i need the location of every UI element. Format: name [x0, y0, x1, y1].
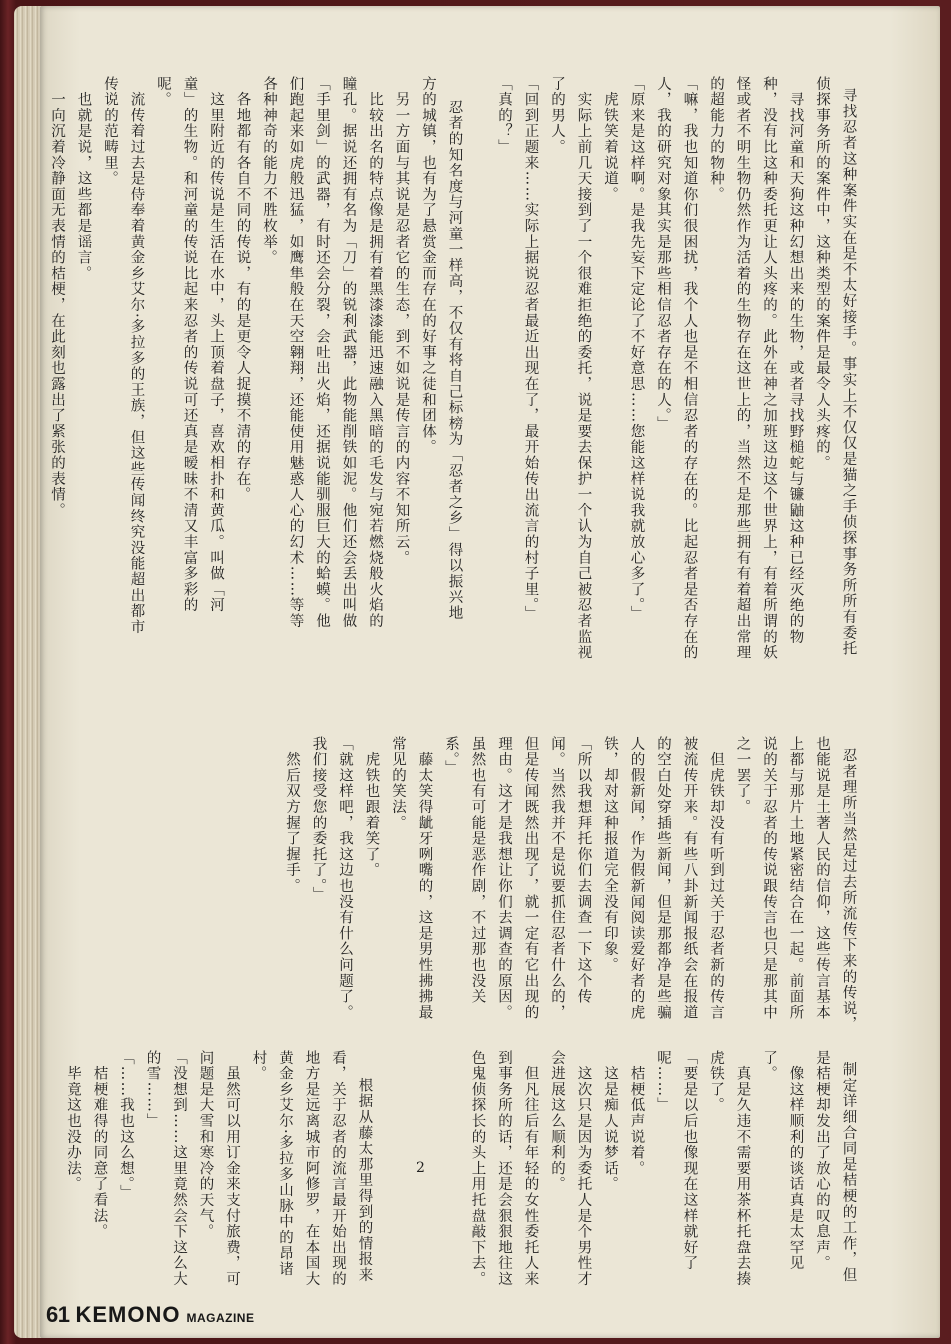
column-text: 制定详细合同是桔梗的工作，但是桔梗却发出了放心的叹息声。 像这样顺利的谈话真是太罕见了。 真是久违不需要用茶杯托盘去揍虎铁了。 「要是以后也像现在这样就好了呢……」 桔梗低声说着。 这是痴人说梦话。 这次只是因为委托人是个男性才会进展这么顺利的。 但凡往后有年轻的女性委托人来到事务所的话，还是会狠狠地往这色鬼侦探长的头上用托盘敲下去。 [469, 1050, 857, 1287]
magazine-title: KEMONO [75, 1302, 181, 1327]
page-footer [46, 1302, 255, 1327]
column-top-left-block [482, 76, 888, 666]
column-text: 忍者的知名度与河童一样高，不仅有将自己标榜为「忍者之乡」得以振兴地方的城镇，也有为了悬赏金而存在的好事之徒和团体。 另一方面与其说是忍者它的生态，到不如说是传言的内容不知所云。 比较出名的特点像是拥有着黑漆漆能迅速融入黑暗的毛发与宛若燃烧般火焰的瞳孔。据说还拥有名为「刀」的锐利武器，此物能削铁如泥。他们还会丢出叫做「手里剑」的武器，有时还会分裂，会吐出火焰，还据说能驯服巨大的蛤蟆。他们跑起来如虎般迅猛，如鹰隼般在天空翱翔，还能使用魅惑人心的幻术……等等各种神奇的能力不胜枚举。 各地都有各自不同的传说，有的是更令人捉摸不清的存在。 这里附近的传说是生活在水中，头上顶着盘子，喜欢相扑和黄瓜。叫做「河童」的生物。和河童的传说比起来忍者的传说可还真是暧昧不清又丰富多彩的呢。 流传着过去是侍奉着黄金乡艾尔·多拉多的王族，但这些传闻终究没能超出都市传说的范畴里。 也就是说，这些都是谣言。 一向沉着冷静面无表情的桔梗，在此刻也露出了紧张的表情。 [49, 76, 463, 635]
section-number: 2 [416, 1160, 425, 1176]
magazine-subtitle: MAGAZINE [186, 1311, 255, 1325]
column-top-right-block [49, 76, 494, 636]
column-middle-block [284, 736, 888, 1036]
column-bottom-left-block [65, 1050, 404, 1290]
column-text: 寻找忍者这种案件实在是不太好接手。事实上不仅仅是猫之手侦探事务所所有委托侦探事务所的案件中，这种类型的案件是最令人头疼的。 寻找河童和天狗这种幻想出来的生物，或者寻找野槌蛇与镰鼬这种已经灭绝的物种，没有比这种委托更让人头疼的。此外在神之加班这边这个世界上，有着所谓的妖怪或者不明生物仍然作为活着的生物存在这世上的，当然不是那些拥有有着超出常理的超能力的物种。 「嘛，我也知道你们很困扰，我个人也是不相信忍者的存在的。比起忍者是否存在的人，我的研究对象其实是那些相信忍者存在的人。」 「原来是这样啊。是我先妄下定论了不好意思……您能这样说我就放心多了。」 虎铁笑着说道。 实际上前几天接到了一个很难拒绝的委托，说是要去保护一个认为自己被忍者监视了的男人。 「回到正题来……实际上据说忍者最近出现在了，最开始传出流言的村子里。」 「真的？」 [496, 76, 857, 661]
column-bottom-right-block [469, 1050, 888, 1290]
column-text: 根据从藤太那里得到的情报来看，关于忍者的流言最开始出现的地方是远离城市阿修罗，在本国大黄金乡艾尔·多拉多山脉中的昂诸村。 虽然可以用订金来支付旅费，可问题是大雪和寒冷的天气。 「没想到……这里竟然会下这么大的雪……」 「……我也这么想。」 桔梗难得的同意了看法。 毕竟这也没办法。 [65, 1050, 373, 1287]
column-text: 忍者理所当然是过去所流传下来的传说，也能说是土著人民的信仰，这些传言基本上都与那片土地紧密结合在一起。前面所说的关于忍者的传说跟传言也只是那其中之一罢了。 但虎铁却没有听到过关于忍者新的传言被流传开来。有些八卦新闻报纸会在报道的空白处穿插些新闻，但是那都净是些骗人的假新闻，作为假新闻阅读爱好者的虎铁，却对这种报道完全没有印象。 「所以我想拜托你们去调查一下这个传闻。当然我并不是说要抓住忍者什么的，但是传闻既然出现了，就一定有它出现的理由。这才是我想让你们去调查的原因。虽然也有可能是恶作剧，不过那也没关系。」 藤太笑得龇牙咧嘴的，这是男性拂拂最常见的笑法。 虎铁也跟着笑了。 「就这样吧，我这边也没有什么问题了。我们接受您的委托了。」 然后双方握了握手。 [284, 736, 857, 1033]
page-number: 61 [46, 1302, 70, 1327]
